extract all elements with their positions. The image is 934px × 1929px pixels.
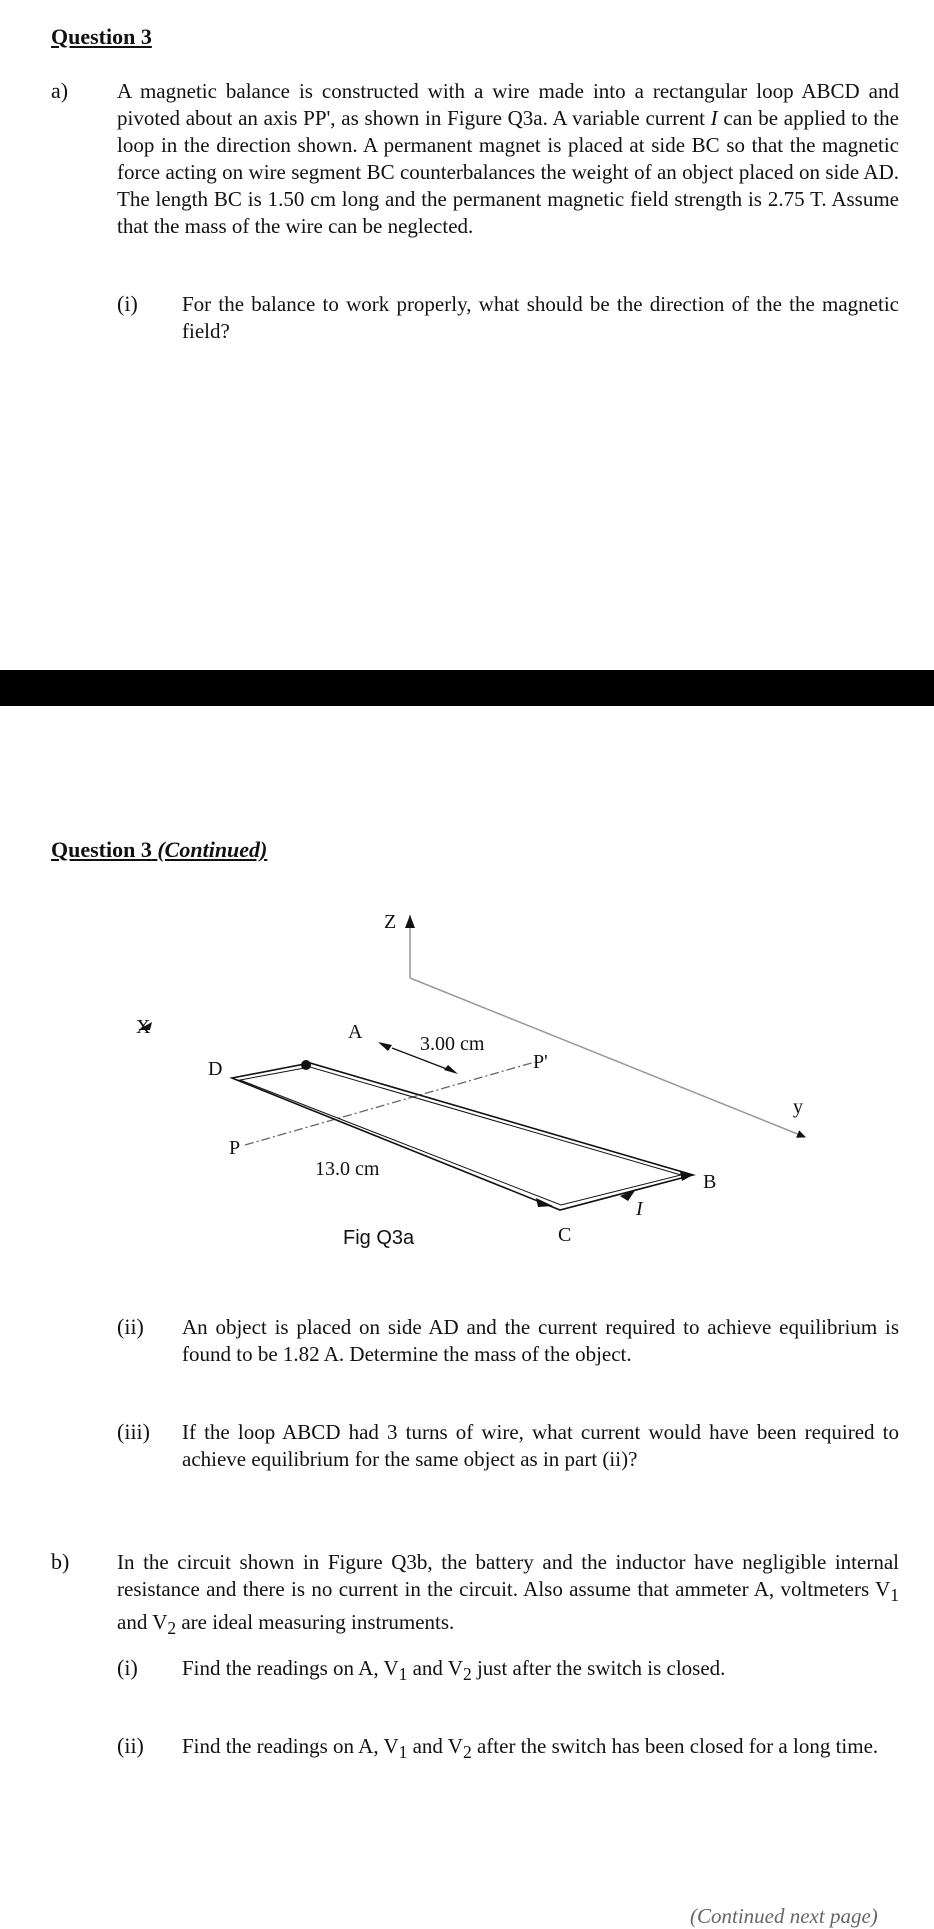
label-p: P bbox=[229, 1137, 241, 1159]
label-d: D bbox=[208, 1058, 223, 1080]
q-ii-label: (ii) bbox=[117, 1314, 144, 1339]
q-i-label: (i) bbox=[117, 291, 138, 316]
y-axis-label: y bbox=[793, 1096, 803, 1118]
dim-length-label: 13.0 cm bbox=[315, 1158, 380, 1180]
label-c: C bbox=[558, 1224, 572, 1246]
part-b-text: In the circuit shown in Figure Q3b, the battery and the inductor have negligible internal resistance and there is no current in the circuit. Also assume that ammeter A, voltmeters $V_1$ and $V_2$ are ideal measuring instruments. bbox=[117, 1550, 899, 1639]
part-b-label: b) bbox=[51, 1549, 70, 1574]
current-arrow-b bbox=[620, 1189, 636, 1201]
continued-heading: Question 3 (Continued) bbox=[51, 837, 268, 862]
dim-width-label: 3.00 cm bbox=[420, 1033, 485, 1055]
label-p-prime: P' bbox=[533, 1051, 548, 1073]
pivot-axis bbox=[245, 1062, 535, 1145]
q-b-i-label: (i) bbox=[117, 1655, 138, 1680]
q-iii-label: (iii) bbox=[117, 1419, 150, 1444]
question-heading: Question 3 bbox=[51, 24, 152, 49]
z-axis-arrow bbox=[405, 915, 415, 928]
q-i-text: For the balance to work properly, what should be the direction of the the magnetic field? bbox=[182, 292, 899, 343]
label-current: I bbox=[636, 1198, 643, 1220]
q-b-i-text: Find the readings on A, $V_1$ and $V_2$ just after the switch is closed. bbox=[182, 1656, 726, 1685]
x-axis-label: X bbox=[136, 1016, 151, 1038]
label-b: B bbox=[703, 1171, 717, 1193]
page-break-band bbox=[0, 670, 934, 706]
figure-caption: Fig Q3a bbox=[343, 1227, 415, 1249]
part-a-label: a) bbox=[51, 78, 69, 103]
label-a: A bbox=[348, 1021, 363, 1043]
wire-loop bbox=[232, 1063, 693, 1210]
q-b-ii-text: Find the readings on A, $V_1$ and $V_2$ after the switch has been closed for a long time. bbox=[182, 1734, 879, 1763]
q-iii-text: If the loop ABCD had 3 turns of wire, what current would have been required to achieve equilibrium for the same object as in part (ii)? bbox=[182, 1420, 899, 1471]
dim-width-arrow-end bbox=[444, 1065, 458, 1074]
continued-footer: (Continued next page) bbox=[690, 1904, 878, 1928]
dim-width-arrow-start bbox=[378, 1042, 392, 1051]
part-a-text: A magnetic balance is constructed with a wire made into a rectangular loop ABCD and pivoted about an axis PP', as shown in Figure Q3a. A variable current I can be applied to the loop in the direction shown. A permanent magnet is placed at side BC so that the magnetic force acting on wire segment BC counterbalances the weight of an object placed on side AD. The length BC is 1.50 cm long and the permanent magnetic field strength is 2.75 T. Assume that the mass of the wire can be neglected. bbox=[117, 79, 899, 238]
figure-q3a bbox=[0, 890, 934, 1260]
current-arrow-c bbox=[536, 1198, 553, 1207]
q-ii-text: An object is placed on side AD and the current required to achieve equilibrium is found to be 1.82 A. Determine the mass of the object. bbox=[182, 1315, 899, 1366]
pivot-dot bbox=[301, 1060, 311, 1070]
q-b-ii-label: (ii) bbox=[117, 1733, 144, 1758]
z-axis-label: Z bbox=[384, 911, 397, 933]
